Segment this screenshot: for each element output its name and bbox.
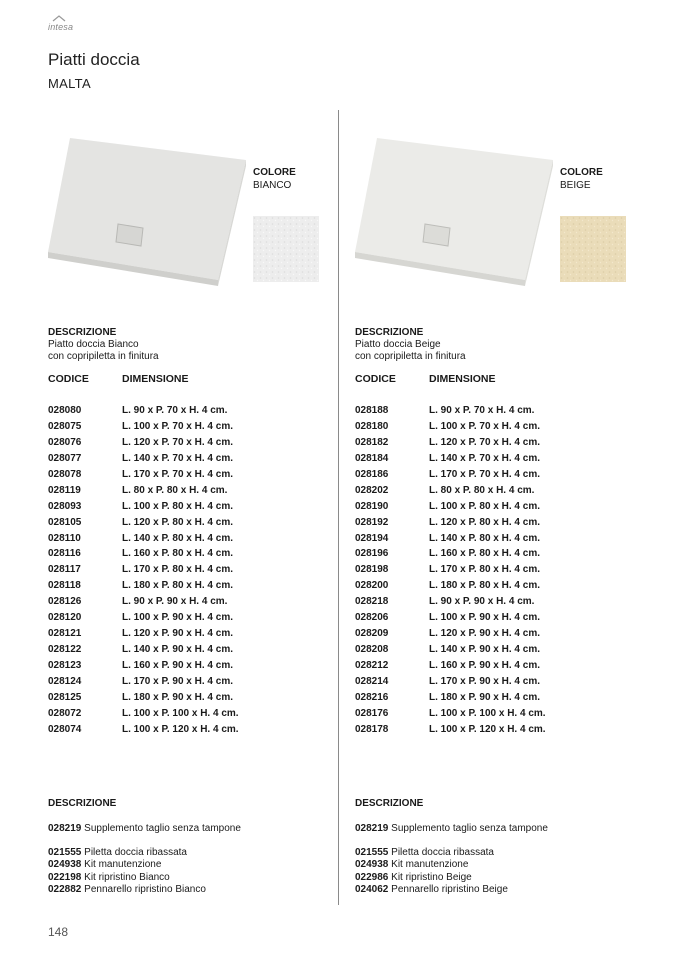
accessory-text: Piletta doccia ribassata	[391, 847, 494, 858]
accessory-text: Supplemento taglio senza tampone	[84, 823, 241, 834]
product-code: 028080	[48, 405, 82, 416]
table-row	[355, 580, 615, 596]
table-row	[355, 437, 615, 453]
list-item	[355, 884, 508, 896]
table-row	[48, 660, 308, 676]
table-row	[48, 692, 308, 708]
accessory-code: 021555	[48, 847, 82, 858]
table-row	[48, 724, 308, 740]
table-row	[355, 692, 615, 708]
table-row	[48, 517, 308, 533]
colore-block	[560, 166, 603, 192]
list-item	[355, 859, 508, 871]
product-code: 028188	[355, 405, 389, 416]
product-dimension: L. 140 x P. 90 x H. 4 cm.	[429, 644, 540, 656]
product-dimension: L. 160 x P. 90 x H. 4 cm.	[429, 660, 540, 671]
product-code: 028192	[355, 516, 389, 528]
list-item	[48, 847, 206, 859]
product-code: 028121	[48, 628, 82, 640]
accessory-text: Supplemento taglio senza tampone	[391, 823, 548, 834]
dimensione-header: DIMENSIONE	[122, 373, 189, 385]
accessory-text: Pennarello ripristino Beige	[391, 884, 508, 896]
product-code: 028118	[48, 580, 81, 592]
product-dimension: L. 170 x P. 90 x H. 4 cm.	[429, 675, 540, 687]
table-row	[48, 708, 308, 724]
accessory-text: Kit ripristino Beige	[391, 871, 472, 883]
product-code: 028180	[355, 420, 389, 432]
color-swatch	[560, 216, 626, 282]
table-row	[355, 405, 615, 421]
codice-header: CODICE	[48, 373, 89, 385]
list-item	[48, 884, 206, 896]
product-code: 028198	[355, 564, 389, 576]
table-row	[355, 724, 615, 740]
table-row	[355, 644, 615, 660]
product-table	[48, 405, 308, 740]
page-number: 148	[48, 925, 69, 939]
table-row	[48, 644, 308, 660]
brand-logo: intesa	[48, 22, 74, 32]
product-code: 028120	[48, 612, 82, 624]
product-dimension: L. 180 x P. 80 x H. 4 cm.	[122, 580, 233, 592]
descrizione-label: DESCRIZIONE	[355, 327, 424, 338]
product-dimension: L. 100 x P. 90 x H. 4 cm.	[429, 612, 540, 624]
accessory-code: 024062	[355, 884, 389, 896]
product-dimension: L. 140 x P. 70 x H. 4 cm.	[122, 452, 233, 464]
product-code: 028208	[355, 644, 389, 656]
product-code: 028194	[355, 532, 389, 544]
product-dimension: L. 90 x P. 90 x H. 4 cm.	[429, 596, 535, 608]
accessory-text: Kit manutenzione	[391, 859, 469, 871]
table-row	[48, 612, 308, 628]
product-dimension: L. 180 x P. 90 x H. 4 cm.	[429, 691, 540, 703]
product-dimension: L. 80 x P. 80 x H. 4 cm.	[122, 484, 228, 496]
product-code: 028123	[48, 660, 82, 671]
product-dimension: L. 170 x P. 90 x H. 4 cm.	[122, 675, 233, 687]
product-code: 028124	[48, 675, 82, 687]
descrizione-text: Piatto doccia Beige con copripiletta in finitura	[355, 339, 466, 362]
product-dimension: L. 160 x P. 90 x H. 4 cm.	[122, 660, 233, 671]
accessory-text: Piletta doccia ribassata	[84, 847, 187, 858]
product-dimension: L. 120 x P. 80 x H. 4 cm.	[429, 516, 540, 528]
table-row	[48, 580, 308, 596]
column-divider	[338, 110, 339, 905]
product-code: 028202	[355, 484, 389, 496]
accessory-code: 028219	[48, 823, 82, 834]
product-code: 028206	[355, 612, 389, 624]
product-dimension: L. 120 x P. 80 x H. 4 cm.	[122, 516, 233, 528]
table-row	[48, 596, 308, 612]
shower-tray-image	[355, 130, 555, 290]
product-dimension: L. 100 x P. 120 x H. 4 cm.	[122, 723, 239, 735]
product-code: 028125	[48, 691, 82, 703]
product-code: 028076	[48, 436, 82, 448]
product-code: 028200	[355, 580, 389, 592]
product-dimension: L. 160 x P. 80 x H. 4 cm.	[122, 548, 233, 560]
accessory-text: Kit manutenzione	[84, 859, 162, 871]
product-code: 028077	[48, 452, 82, 464]
product-dimension: L. 90 x P. 90 x H. 4 cm.	[122, 596, 228, 608]
colore-value: BIANCO	[253, 180, 292, 191]
product-code: 028075	[48, 420, 82, 432]
accessory-code: 022882	[48, 884, 82, 896]
product-code: 028214	[355, 675, 389, 687]
product-code: 028074	[48, 723, 82, 735]
product-code: 028126	[48, 596, 82, 608]
colore-block	[253, 166, 296, 192]
accessory-text: Pennarello ripristino Bianco	[84, 884, 206, 896]
product-dimension: L. 140 x P. 90 x H. 4 cm.	[122, 644, 233, 656]
product-code: 028176	[355, 707, 389, 719]
accessory-code: 021555	[355, 847, 389, 858]
table-row	[355, 421, 615, 437]
descrizione-label: DESCRIZIONE	[48, 327, 117, 338]
table-row	[355, 596, 615, 612]
table-row	[48, 405, 308, 421]
page-subtitle: MALTA	[48, 76, 91, 91]
product-code: 028209	[355, 628, 389, 640]
accessory-code: 022198	[48, 871, 82, 883]
accessory-list	[48, 847, 206, 897]
product-dimension: L. 170 x P. 70 x H. 4 cm.	[429, 468, 540, 480]
table-row	[48, 453, 308, 469]
product-dimension: L. 100 x P. 80 x H. 4 cm.	[429, 500, 540, 512]
product-code: 028182	[355, 436, 389, 448]
product-code: 028190	[355, 500, 389, 512]
product-code: 028116	[48, 548, 81, 560]
accessory-code: 024938	[48, 859, 82, 871]
table-row	[355, 485, 615, 501]
product-dimension: L. 100 x P. 90 x H. 4 cm.	[122, 612, 233, 624]
table-row	[355, 453, 615, 469]
accessory-main	[48, 823, 241, 834]
table-row	[48, 485, 308, 501]
accessory-main	[355, 823, 548, 834]
page-title: Piatti doccia	[48, 50, 140, 69]
product-dimension: L. 80 x P. 80 x H. 4 cm.	[429, 484, 535, 496]
accessory-list	[355, 847, 508, 897]
brand-logo-icon	[52, 15, 66, 22]
product-dimension: L. 180 x P. 80 x H. 4 cm.	[429, 580, 540, 592]
product-dimension: L. 100 x P. 70 x H. 4 cm.	[122, 420, 233, 432]
product-code: 028117	[48, 564, 81, 576]
product-code: 028122	[48, 644, 82, 656]
product-code: 028093	[48, 500, 82, 512]
product-dimension: L. 90 x P. 70 x H. 4 cm.	[122, 405, 228, 416]
accessory-code: 022986	[355, 871, 389, 883]
table-row	[355, 469, 615, 485]
product-code: 028184	[355, 452, 389, 464]
table-row	[48, 501, 308, 517]
table-row	[355, 564, 615, 580]
colore-label: COLORE	[253, 167, 296, 178]
product-dimension: L. 170 x P. 80 x H. 4 cm.	[122, 564, 233, 576]
accessory-text: Kit ripristino Bianco	[84, 871, 170, 883]
accessory-code: 028219	[355, 823, 389, 834]
table-row	[48, 469, 308, 485]
table-row	[355, 708, 615, 724]
product-dimension: L. 120 x P. 70 x H. 4 cm.	[429, 436, 540, 448]
product-code: 028212	[355, 660, 389, 671]
list-item	[48, 872, 206, 884]
color-swatch	[253, 216, 319, 282]
product-dimension: L. 180 x P. 90 x H. 4 cm.	[122, 691, 233, 703]
product-dimension: L. 100 x P. 120 x H. 4 cm.	[429, 723, 546, 735]
product-dimension: L. 120 x P. 90 x H. 4 cm.	[122, 628, 233, 640]
descrizione-text: Piatto doccia Bianco con copripiletta in finitura	[48, 339, 159, 362]
product-code: 028196	[355, 548, 389, 560]
product-code: 028178	[355, 723, 389, 735]
codice-header: CODICE	[355, 373, 396, 385]
product-code: 028218	[355, 596, 389, 608]
list-item	[355, 847, 508, 859]
table-row	[48, 628, 308, 644]
product-dimension: L. 140 x P. 80 x H. 4 cm.	[429, 532, 540, 544]
colore-value: BEIGE	[560, 180, 591, 191]
product-code: 028078	[48, 468, 82, 480]
product-dimension: L. 100 x P. 100 x H. 4 cm.	[429, 707, 546, 719]
table-row	[48, 676, 308, 692]
colore-label: COLORE	[560, 167, 603, 178]
product-code: 028110	[48, 532, 81, 544]
dimensione-header: DIMENSIONE	[429, 373, 496, 385]
table-row	[48, 533, 308, 549]
product-dimension: L. 140 x P. 70 x H. 4 cm.	[429, 452, 540, 464]
table-row	[48, 548, 308, 564]
table-row	[355, 628, 615, 644]
table-row	[355, 548, 615, 564]
product-table	[355, 405, 615, 740]
product-dimension: L. 120 x P. 70 x H. 4 cm.	[122, 436, 233, 448]
accessory-code: 024938	[355, 859, 389, 871]
product-code: 028105	[48, 516, 82, 528]
table-row	[355, 533, 615, 549]
shower-tray-image	[48, 130, 248, 290]
table-row	[48, 421, 308, 437]
product-dimension: L. 160 x P. 80 x H. 4 cm.	[429, 548, 540, 560]
product-dimension: L. 170 x P. 80 x H. 4 cm.	[429, 564, 540, 576]
product-dimension: L. 100 x P. 80 x H. 4 cm.	[122, 500, 233, 512]
table-row	[355, 612, 615, 628]
product-code: 028216	[355, 691, 389, 703]
table-row	[355, 517, 615, 533]
accessori-label: DESCRIZIONE	[48, 798, 117, 809]
list-item	[355, 872, 508, 884]
table-row	[48, 564, 308, 580]
product-code: 028119	[48, 484, 81, 496]
accessori-label: DESCRIZIONE	[355, 798, 424, 809]
list-item	[48, 859, 206, 871]
product-dimension: L. 100 x P. 70 x H. 4 cm.	[429, 420, 540, 432]
product-code: 028186	[355, 468, 389, 480]
product-dimension: L. 170 x P. 70 x H. 4 cm.	[122, 468, 233, 480]
product-code: 028072	[48, 707, 82, 719]
table-row	[48, 437, 308, 453]
product-dimension: L. 140 x P. 80 x H. 4 cm.	[122, 532, 233, 544]
table-row	[355, 501, 615, 517]
table-row	[355, 676, 615, 692]
product-dimension: L. 90 x P. 70 x H. 4 cm.	[429, 405, 535, 416]
product-dimension: L. 100 x P. 100 x H. 4 cm.	[122, 707, 239, 719]
product-dimension: L. 120 x P. 90 x H. 4 cm.	[429, 628, 540, 640]
table-row	[355, 660, 615, 676]
